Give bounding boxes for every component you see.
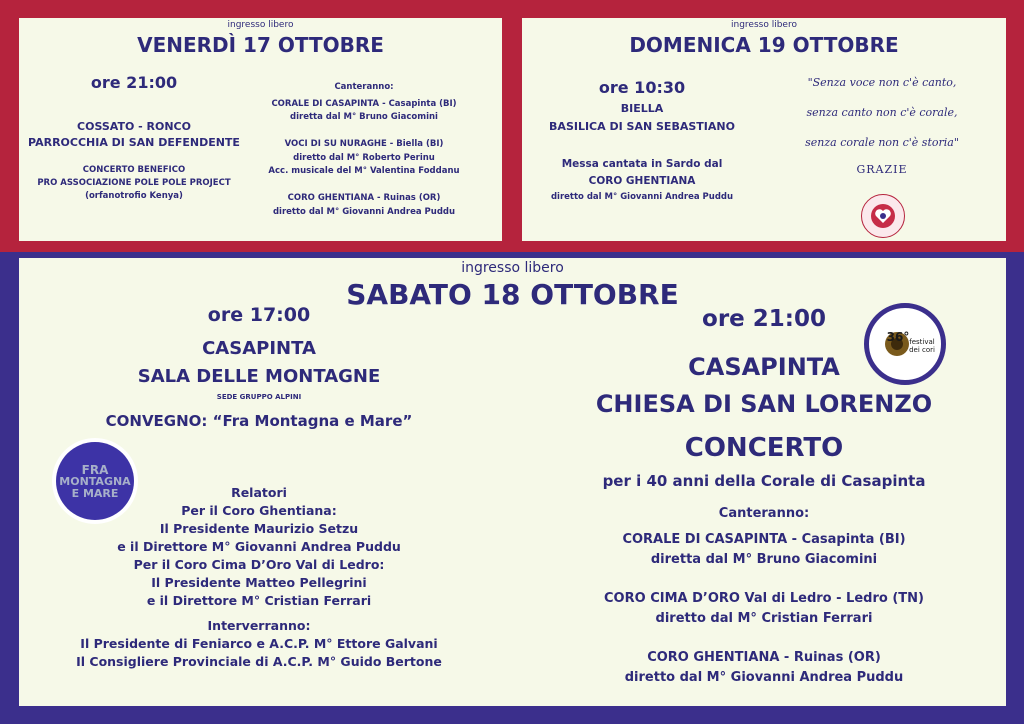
sunday-quote-line1: "Senza voce non c'è canto,: [807, 76, 957, 89]
relatori-line: Il Presidente Maurizio Setzu: [159, 521, 359, 536]
saturday-concert: CONCERTO: [684, 433, 844, 463]
sunday-mass-line1: Messa cantata in Sardo dal: [561, 158, 723, 170]
saturday-right-time: ore 21:00: [702, 306, 826, 332]
friday-concert-line3: (orfanotrofio Kenya): [85, 191, 183, 201]
friday-place-city: COSSATO - RONCO: [77, 120, 191, 133]
sunday-time: ore 10:30: [598, 78, 686, 97]
friday-time: ore 21:00: [90, 73, 178, 92]
friday-title: VENERDÌ 17 OTTOBRE: [137, 33, 384, 57]
saturday-left-sub: SEDE GRUPPO ALPINI: [216, 393, 302, 401]
friday-choir1-director: diretta dal M° Bruno Giacomini: [290, 112, 438, 122]
saturday-choir3-name: CORO GHENTIANA - Ruinas (OR): [647, 650, 881, 665]
saturday-left-place: SALA DELLE MONTAGNE: [137, 366, 381, 387]
sunday-quote-line3: senza corale non c'è storia": [805, 136, 959, 149]
sunday-city: BIELLA: [620, 102, 664, 115]
friday-place-church: PARROCCHIA DI SAN DEFENDENTE: [28, 136, 240, 149]
saturday-anniversary: per i 40 anni della Corale di Casapinta: [602, 472, 926, 490]
saturday-panel: [19, 258, 1006, 706]
sunday-title: DOMENICA 19 OTTOBRE: [629, 33, 899, 57]
saturday-choir2-director: diretto dal M° Cristian Ferrari: [655, 611, 873, 626]
interverranno-title: Interverranno:: [207, 618, 311, 633]
festival-number: 36°: [886, 330, 910, 344]
relatori-line: e il Direttore M° Giovanni Andrea Puddu: [117, 539, 401, 554]
sunday-panel: [522, 18, 1006, 241]
festival-text: festival dei cori: [909, 338, 935, 354]
relatori-title: Relatori: [231, 485, 287, 500]
saturday-right-place: CHIESA DI SAN LORENZO: [595, 390, 933, 418]
relatori-line: e il Direttore M° Cristian Ferrari: [146, 593, 372, 608]
sunday-mass-choir: CORO GHENTIANA: [588, 175, 696, 187]
friday-choir2-name: VOCI DI SU NURAGHE - Biella (BI): [284, 139, 444, 149]
friday-panel: [19, 18, 502, 241]
interverranno-line: Il Presidente di Feniarco e A.C.P. M° Ettore Galvani: [80, 636, 438, 651]
saturday-title: SABATO 18 OTTOBRE: [346, 278, 679, 311]
friday-ingresso: ingresso libero: [227, 20, 294, 30]
saturday-left-city: CASAPINTA: [202, 338, 316, 359]
sunday-place: BASILICA DI SAN SEBASTIANO: [549, 120, 735, 133]
saturday-singers-title: Canteranno:: [718, 506, 810, 521]
relatori-line: Per il Coro Ghentiana:: [181, 503, 337, 518]
saturday-choir3-director: diretto dal M° Giovanni Andrea Puddu: [624, 670, 904, 685]
saturday-right-city: CASAPINTA: [688, 353, 840, 381]
friday-singers-title: Canteranno:: [334, 82, 394, 92]
sunday-mass-director: diretto dal M° Giovanni Andrea Puddu: [550, 192, 734, 202]
interverranno-line: Il Consigliere Provinciale di A.C.P. M° Guido Bertone: [76, 654, 442, 669]
logo-text-line2: MONTAGNA: [59, 475, 131, 488]
relatori-line: Per il Coro Cima D’Oro Val di Ledro:: [133, 557, 385, 572]
sunday-ingresso: ingresso libero: [731, 20, 797, 30]
friday-choir1-name: CORALE DI CASAPINTA - Casapinta (BI): [271, 99, 457, 109]
logo-text-line1: FRA: [81, 463, 109, 477]
heart-shield-icon: [862, 195, 904, 237]
friday-choir3-name: CORO GHENTIANA - Ruinas (OR): [287, 193, 441, 203]
saturday-left-time: ore 17:00: [207, 304, 311, 326]
friday-choir2-director: diretto dal M° Roberto Perinu: [293, 153, 435, 163]
friday-concert-line1: CONCERTO BENEFICO: [82, 165, 186, 175]
choir-logo: [861, 194, 905, 238]
saturday-convegno: CONVEGNO: “Fra Montagna e Mare”: [105, 412, 413, 430]
friday-choir2-accompanist: Acc. musicale del M° Valentina Foddanu: [268, 166, 460, 176]
relatori-line: Il Presidente Matteo Pellegrini: [151, 575, 367, 590]
friday-choir3-director: diretto dal M° Giovanni Andrea Puddu: [272, 207, 456, 217]
logo-text-line3: E MARE: [71, 487, 119, 500]
saturday-choir1-name: CORALE DI CASAPINTA - Casapinta (BI): [622, 532, 906, 547]
saturday-ingresso: ingresso libero: [461, 260, 564, 276]
saturday-choir2-name: CORO CIMA D’ORO Val di Ledro - Ledro (TN): [604, 591, 924, 606]
friday-concert-line2: PRO ASSOCIAZIONE POLE POLE PROJECT: [37, 178, 231, 188]
saturday-choir1-director: diretta dal M° Bruno Giacomini: [650, 552, 878, 567]
sunday-thanks: GRAZIE: [856, 163, 908, 176]
sunday-quote-line2: senza canto non c'è corale,: [806, 106, 958, 119]
